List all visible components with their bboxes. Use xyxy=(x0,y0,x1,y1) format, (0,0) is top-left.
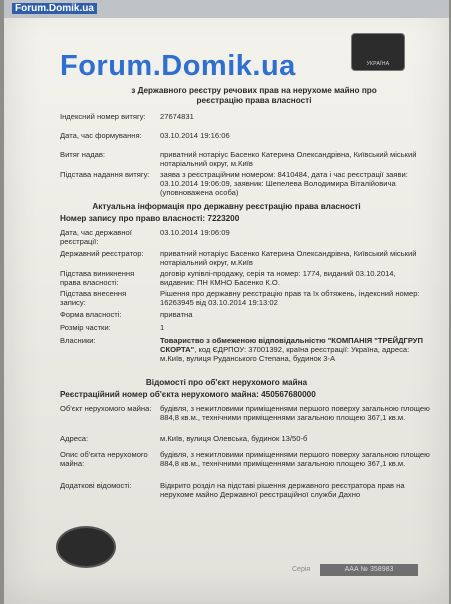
series-label: Серія xyxy=(292,566,311,573)
extract-basis-value: заява з реєстраційним номером: 8410484, дата і час реєстрації заяви: 03.10.2014 19:06:09, заявник: Шепелева Володимира Віталійовича (уповноважена особа) xyxy=(160,170,408,197)
actual-section-title: Актуальна інформація про державну реєстрацію права власності xyxy=(92,202,361,211)
extract-issuer-label: Витяг надав: xyxy=(60,150,105,159)
property-object-label: Об'єкт нерухомого майна: xyxy=(60,404,152,413)
additional-info-value: Відкрито розділ на підставі рішення державного реєстратора прав на нерухоме майно Державної реєстраційної служби Дахно xyxy=(160,481,405,499)
property-section-title: Відомості про об'єкт нерухомого майна xyxy=(145,378,308,387)
ownership-basis-value: договір купівлі-продажу, серія та номер: 1774, виданий 03.10.2014, видавник: ПН КМНО Басенко К.О. xyxy=(160,269,396,287)
ownership-form-value: приватна xyxy=(160,310,193,319)
property-description-value: будівля, з нежитловими приміщеннями першого поверху загальною площею 884,8 кв.м., технічними приміщеннями загальною площею 367,1 кв.м. xyxy=(160,450,430,468)
registrar-label: Державний реєстратор: xyxy=(60,249,144,258)
reg-date-value: 03.10.2014 19:06:09 xyxy=(160,228,230,237)
extract-basis-label: Підстава надання витягу: xyxy=(60,170,150,179)
address-value: м.Київ, вулиця Олевська, будинок 13/50-б xyxy=(160,434,308,443)
reg-date-label: Дата, час державної реєстрації: xyxy=(60,228,132,246)
additional-info-label: Додаткові відомості: xyxy=(60,481,132,490)
site-label: Forum.Domik.ua xyxy=(12,3,97,14)
top-bar xyxy=(4,0,449,18)
extract-issuer-value: приватний нотаріус Басенко Катерина Олександрівна, Київський міський нотаріальний округ, м.Київ xyxy=(160,150,417,168)
share-size-label: Розмір частки: xyxy=(60,323,111,332)
extract-date-label: Дата, час формування: xyxy=(60,131,142,140)
ownership-basis-label: Підстава виникнення права власності: xyxy=(60,269,135,287)
ownership-form-label: Форма власності: xyxy=(60,310,122,319)
owner-details: , код ЄДРПОУ: 37001392, країна реєстрації: Україна, адреса: м.Київ, вулиця Руданського Степана, будинок 3-А xyxy=(160,345,410,363)
extract-date-value: 03.10.2014 19:16:06 xyxy=(160,131,230,140)
title-line-1: з Державного реєстру речових прав на нерухоме майно про xyxy=(131,86,377,95)
property-description-label: Опис об'єкта нерухомого майна: xyxy=(60,450,148,468)
document-sheet xyxy=(4,0,449,604)
address-label: Адреса: xyxy=(60,434,89,443)
extract-index-value: 27674831 xyxy=(160,112,194,121)
serial-number: ААА № 358983 xyxy=(320,564,418,576)
property-reg-number: Реєстраційний номер об'єкта нерухомого майна: 450567680000 xyxy=(60,390,316,399)
hologram-emblem-icon xyxy=(352,34,404,70)
document-title xyxy=(104,86,404,106)
owner-name: Товариство з обмеженою відповідальністю "КОМПАНІЯ "ТРЕЙДГРУП СКОРТА" xyxy=(160,336,423,354)
owners-value xyxy=(160,336,432,363)
title-line-2: реєстрацію права власності xyxy=(196,96,312,105)
extract-index-label: Індексний номер витягу: xyxy=(60,112,146,121)
stamp-seal-icon xyxy=(58,528,114,566)
emblem-label: УКРАЇНА xyxy=(366,61,390,67)
entry-basis-label: Підстава внесення запису: xyxy=(60,289,127,307)
watermark-text: Forum.Domik.ua xyxy=(60,50,296,82)
entry-basis-value: Рішення про державну реєстрацію прав та їх обтяжень, індексний номер: 16263945 від 03.10.2014 19:13:02 xyxy=(160,289,420,307)
share-size-value: 1 xyxy=(160,323,165,332)
owners-label: Власники: xyxy=(60,336,96,345)
registrar-value: приватний нотаріус Басенко Катерина Олександрівна, Київський міський нотаріальний округ, м.Київ xyxy=(160,249,417,267)
property-object-value: будівля, з нежитловими приміщеннями першого поверху загальною площею 884,8 кв.м., технічними приміщеннями загальною площею 367,1 кв.м. xyxy=(160,404,430,422)
record-number: Номер запису про право власності: 7223200 xyxy=(60,214,240,223)
